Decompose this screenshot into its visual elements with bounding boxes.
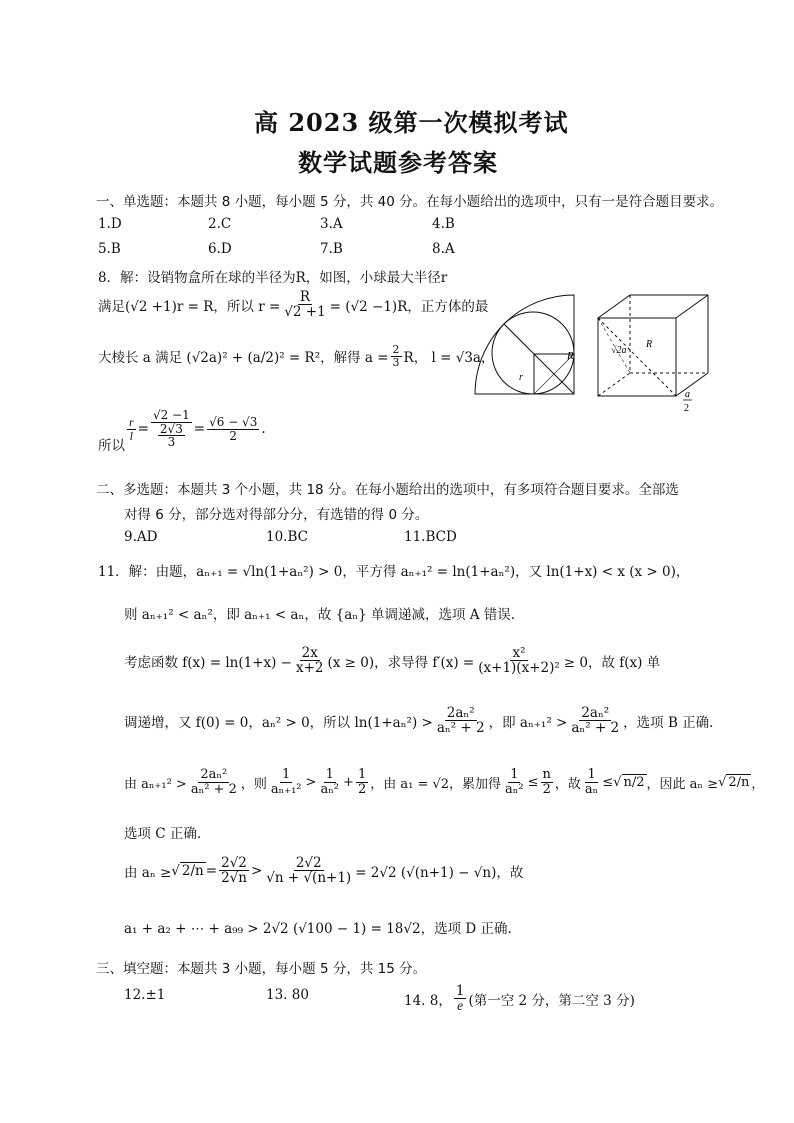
answer-11: 11.BCD <box>404 529 457 545</box>
section-3-heading: 三、填空题：本题共 3 小题，每小题 5 分，共 15 分。 <box>96 961 427 977</box>
q8-figure <box>470 290 710 415</box>
label-R-sphere: R <box>567 350 574 362</box>
answer-8: 8.A <box>432 241 455 257</box>
answer-10: 10.BC <box>266 529 308 545</box>
label-r: r <box>519 372 523 383</box>
q11-line-3: 考虑函数 f(x) = ln(1+x) − $\frac{2x}{x+2}$ (x ≥ 0)，求导得 f′(x) = $\frac{\text{x²}}{\text{(x+1)(x+2)²}}$ ≥ 0，故 f(x) 单 <box>124 645 661 677</box>
q8-line-3: 大棱长 a 满足 (√2a)² + (a/2)² = R²，解得 a = $\frac{2}{3}$ R， l = √3a， <box>98 343 495 369</box>
answer-13: 13. 80 <box>266 987 309 1003</box>
q8-line-2: 满足(√2 +1)r = R，所以 r = $\frac{R}{√2 +1}$ = (√2 −1)R，正方体的最 <box>98 289 489 321</box>
section-1-heading: 一、单选题：本题共 8 小题，每小题 5 分，共 40 分。在每小题给出的选项中，只有一是符合题目要求。 <box>96 194 724 210</box>
q11-line-4: 调递增，又 f(0) = 0，aₙ² > 0，所以 ln(1+aₙ²) > $\frac{\text{2aₙ²}}{\text{aₙ² + 2}}$ ，即 aₙ₊₁² > $\frac{\text{2aₙ²}}{\text{aₙ² + 2}}$ ，选项 B 正确. <box>124 705 714 737</box>
page-title: 高 2023 级第一次模拟考试 <box>254 108 569 137</box>
answer-2: 2.C <box>208 216 232 232</box>
q8-line-1: 8．解：设销物盒所在球的半径为R，如图，小球最大半径r <box>98 270 448 286</box>
section-2-heading-line-2: 对得 6 分，部分选对得部分分，有选错的得 0 分。 <box>124 507 429 523</box>
answer-9: 9.AD <box>124 529 158 545</box>
answer-7: 7.B <box>320 241 343 257</box>
answer-4: 4.B <box>432 216 455 232</box>
sphere-section-diagram <box>475 295 574 394</box>
label-a-half-den: 2 <box>684 403 689 414</box>
section-2-heading-line-1: 二、多选题：本题共 3 个小题，共 18 分。在每小题给出的选项中，有多项符合题目要求。全部选 <box>96 482 679 498</box>
label-a-half-num: a <box>685 389 690 400</box>
q11-line-7: 由 aₙ ≥ √ 2/n = $\frac{2√2}{2√n}$ > $\frac{2√2}{√n + √(n+1)}$ = 2√2 (√(n+1) − √n)，故 <box>124 855 524 887</box>
answer-5: 5.B <box>98 241 121 257</box>
answer-1: 1.D <box>98 216 122 232</box>
label-R-cube: R <box>646 339 653 350</box>
q11-line-1: 11．解：由题，aₙ₊₁ = √ln(1+aₙ²) > 0，平方得 aₙ₊₁² = ln(1+aₙ²)，又 ln(1+x) < x (x > 0)， <box>98 564 690 580</box>
q11-line-5: 由 aₙ₊₁² > $\frac{\text{2aₙ²}}{\text{aₙ² + 2}}$ ，则 $\frac{1}{\text{aₙ₊₁²}}$ > $\frac{1}{\text{aₙ²}}$ + $\frac{1}{2}$ ，由 a₁ = √2，累加得 $\frac{1}{\text{aₙ²}}$ ≤ $\frac{n}{2}$ ，故 $\frac{1}{\text{aₙ}}$ ≤ √ n/2 ，因此 aₙ ≥ √ 2/n ， <box>124 767 765 797</box>
q8-line-4: 所以 $\frac{r}{l}$ = $\frac{√2 -1}{\frac{2√3}{3}}$ = $\frac{√6 - √3}{2}$ . <box>98 408 266 454</box>
answer-6: 6.D <box>208 241 232 257</box>
answer-3: 3.A <box>320 216 343 232</box>
label-sqrt2a: √2a <box>611 345 627 356</box>
q11-line-8: a₁ + a₂ + ⋯ + a₉₉ > 2√2 (√100 − 1) = 18√2，选项 D 正确. <box>124 921 512 937</box>
answer-14: 14. 8， $\frac{1}{e}$ (第一空 2 分，第二空 3 分) <box>404 983 635 1014</box>
answer-12: 12.±1 <box>124 987 166 1003</box>
page-subtitle: 数学试题参考答案 <box>298 148 498 177</box>
q11-line-6: 选项 C 正确. <box>124 826 202 842</box>
q11-line-2: 则 aₙ₊₁² < aₙ²，即 aₙ₊₁ < aₙ，故 {aₙ} 单调递减，选项 A 错误. <box>124 607 516 623</box>
